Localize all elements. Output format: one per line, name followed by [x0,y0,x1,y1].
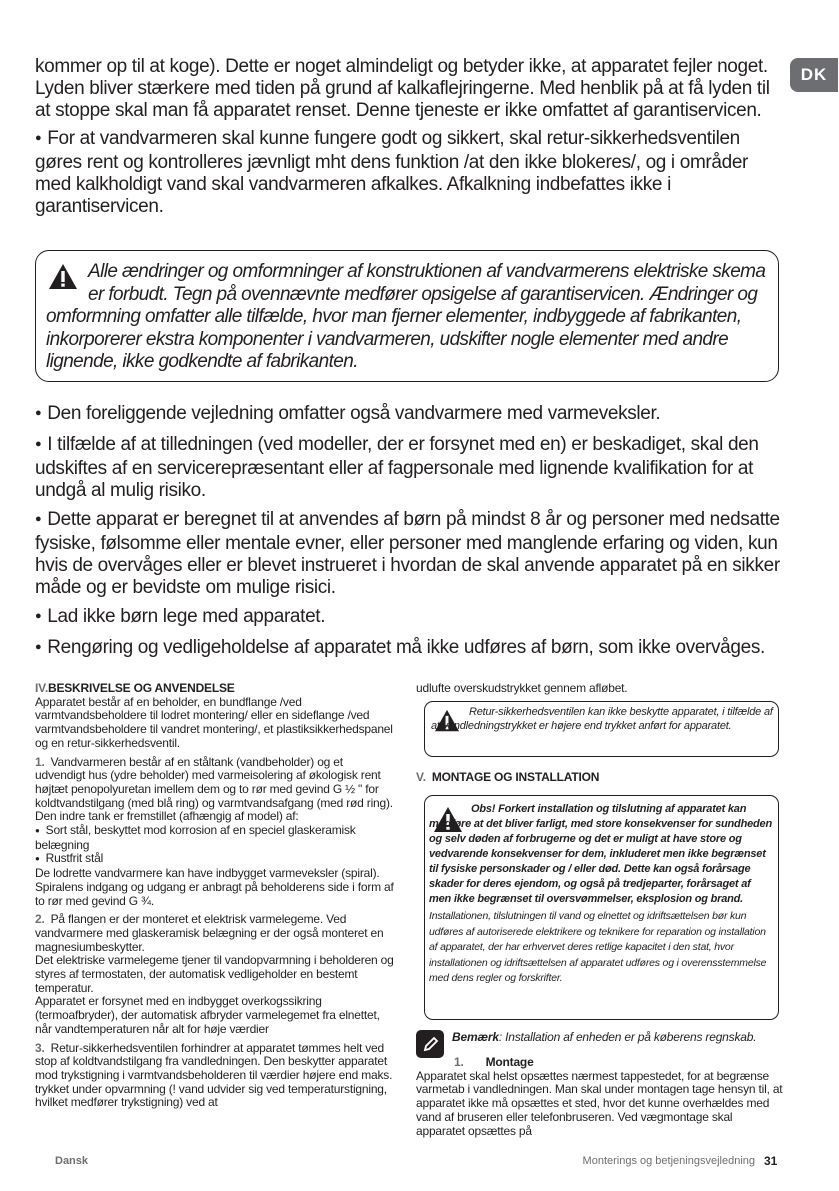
sub-bullet: ● Sort stål, beskyttet mod korrosion af en speciel glaskeramisk belægning [35,824,395,852]
left-column [35,682,395,1110]
bullet-item: ● Dette apparat er beregnet til at anvendes af børn på mindst 8 år og personer med nedsatte fysiske, følsomme eller mentale evner, eller personer med manglende erfaring og viden, kun hvis de overvåges eller er blevet instrueret i hvordan de skal anvende apparatet på en sikker måde og er bevidste om mulige risici. [35,509,785,599]
right-column-montage [416,1056,784,1138]
warning-icon [48,263,78,291]
paragraph: Apparatet er forsynet med en indbygget overkogssikring (termoafbryder), der automatisk afbryder varmelegemet fra elnettet, når vandtemperaturen når alt for høje værdier [35,994,380,1036]
numbered-item: 1. Vandvarmeren består af en ståltank (vandbeholder) og et udvendigt hus (ydre beholder) med varmeisolering af økologisk rent højtæt penopolyuretan imellem dem og to rør med gevind G ½ " for koldtvandstilgang (med blå ring) og varmtvandsafgang (med rød ring). [35,754,393,810]
bullet-list [35,403,785,661]
note-icon [416,1030,444,1058]
bullet-item: ● Lad ikke børn lege med apparatet. [35,606,785,630]
paragraph: De lodrette vandvarmere kan have indbygget varmeveksler (spiral). Spiralens indgang og udgang er anbragt på beholderens side i form af to rør med gevind G ¾. [35,866,394,908]
section-heading-v: V. MONTAGE OG INSTALLATION [416,770,600,784]
warning-box-valve [424,701,779,757]
numbered-heading: 1. Montage [454,1055,534,1069]
numbered-item: 2. På flangen er der monteret et elektrisk varmelegeme. Ved vandvarmere med glaskeramisk belægning er der også monteret en magnesiumbeskytter. [35,912,384,954]
bullet-item: ● Den foreliggende vejledning omfatter også vandvarmere med varmeveksler. [35,403,785,427]
warning-text-install-bold: Obs! Forkert installation og tilslutning af apparatet kan medføre at det bliver farligt, med store konsekvenser for sundheden og selv døden af forbrugerne og det er muligt at have store og vedvarende konsekvenser for dem, inkluderet men ikke begrænset til fysiske personskader og / eller død. Dette kan også forårsage skader for deres ejendom, og også på tredjeparter, forårsaget af men ikke begrænset til oversvømmelser, eksplosion og brand. [429,803,772,905]
section-heading-iv: IV.BESKRIVELSE OG ANVENDELSE [35,681,235,695]
sub-bullet: ● Rustfrit stål [35,852,395,867]
bullet-item: ● Rengøring og vedligeholdelse af apparatet må ikke udføres af børn, som ikke overvåges. [35,637,785,661]
warning-text-valve: Retur-sikkerhedsventilen kan ikke beskytte apparatet, i tilfælde af at vandledningstrykket er højere end trykket anført for apparatet. [431,706,773,732]
bullet-item: ● I tilfælde af at tilledningen (ved modeller, der er forsynet med en) er beskadiget, skal den udskiftes af en servicerepræsentant eller af fagpersonale med lignende kvalifikation for at undgå al mulig risiko. [35,434,785,502]
note-text: Bemærk: Installation af enheden er på køberens regnskab. [452,1030,757,1044]
numbered-item: 3. Retur-sikkerhedsventilen forhindrer at apparatet tømmes helt ved stop af koldtvandstilgang fra vandledningen. Den beskytter apparatet mod trykstigning i varmtvandsbeholderen til værdier højere end maks. trykket under opvarmning (! vand udvider sig ved temperaturstigning, hvilket medfører trykstigning) ved at [35,1040,393,1110]
paragraph: udlufte overskudstrykket gennem afløbet. [416,681,628,695]
warning-text-install: Installationen, tilslutningen til vand og elnettet og idriftsættelsen bør kun udføres af autoriserede elektrikere og teknikere for reparation og installation af apparatet, der har erhvervet deres retlige kapacitet i den stat, hvor installationen og idriftsættelsen af apparatet udføres og i overensstemmelse med dens regler og forskrifter. [429,910,767,984]
paragraph: Apparatet skal helst opsættes nærmest tappestedet, for at begrænse varmetab i vandledningen. Man skal under montagen tage hensyn til, at apparatet ikke må opsættes et sted, hvor det kunne overhældes med vand af bruseren eller telefonbruseren. Ved vægmontage skal apparatet opsættes på [416,1068,783,1138]
warning-text-main: Alle ændringer og omformninger af konstruktionen af vandvarmerens elektriske skema er forbudt. Tegn på ovennævnte medfører opsigelse af garantiservicen. Ændringer og omformning omfatter alle tilfælde, hvor man fjerner elementer, indbyggede af fabrikanten, inkorporerer ekstra komponenter i vandvarmeren, udskifter nogle elementer med andre lignende, ikke godkendte af fabrikanten. [46,261,766,372]
intro-block [35,56,785,218]
right-column-cont [416,682,784,696]
paragraph: Den indre tank er fremstillet (afhængig af model) af: [35,809,299,824]
warning-box-install [424,795,779,1020]
paragraph: Apparatet består af en beholder, en bundflange /ved varmtvandsbeholdere til lodret montering/ eller en sideflange /ved varmtvandsbeholdere til vandret montering/, et plastiksikkerhedspanel og en retur-sikkerhedsventil. [35,694,393,750]
intro-paragraph: kommer op til at koge). Dette er noget almindeligt og betyder ikke, at apparatet fejler noget. Lyden bliver stærkere med tiden på grund af kalkaflejringerne. Med henblik på at få lyden til at stoppe skal man få apparatet renset. Denne tjeneste er ikke omfattet af garantiservicen. [35,56,770,121]
bullet-item: ● For at vandvarmeren skal kunne fungere godt og sikkert, skal retur-sikkerhedsventilen gøres rent og kontrolleres jævnligt mht dens funktion /at den ikke blokeres/, og i områder med kalkholdigt vand skal vandvarmeren afkalkes. Afkalkning indbefattes ikke i garantiservicen. [35,128,785,218]
footer-title: Monterings og betjeningsvejledning [582,1155,755,1167]
paragraph: Det elektriske varmelegeme tjener til vandopvarmning i beholderen og styres af termostaten, der automatisk vedligeholder en bestemt temperatur. [35,953,394,995]
page-number: 31 [764,1154,778,1168]
warning-box-main [35,250,779,382]
footer-language: Dansk [55,1155,89,1167]
language-tab: DK [790,58,838,92]
